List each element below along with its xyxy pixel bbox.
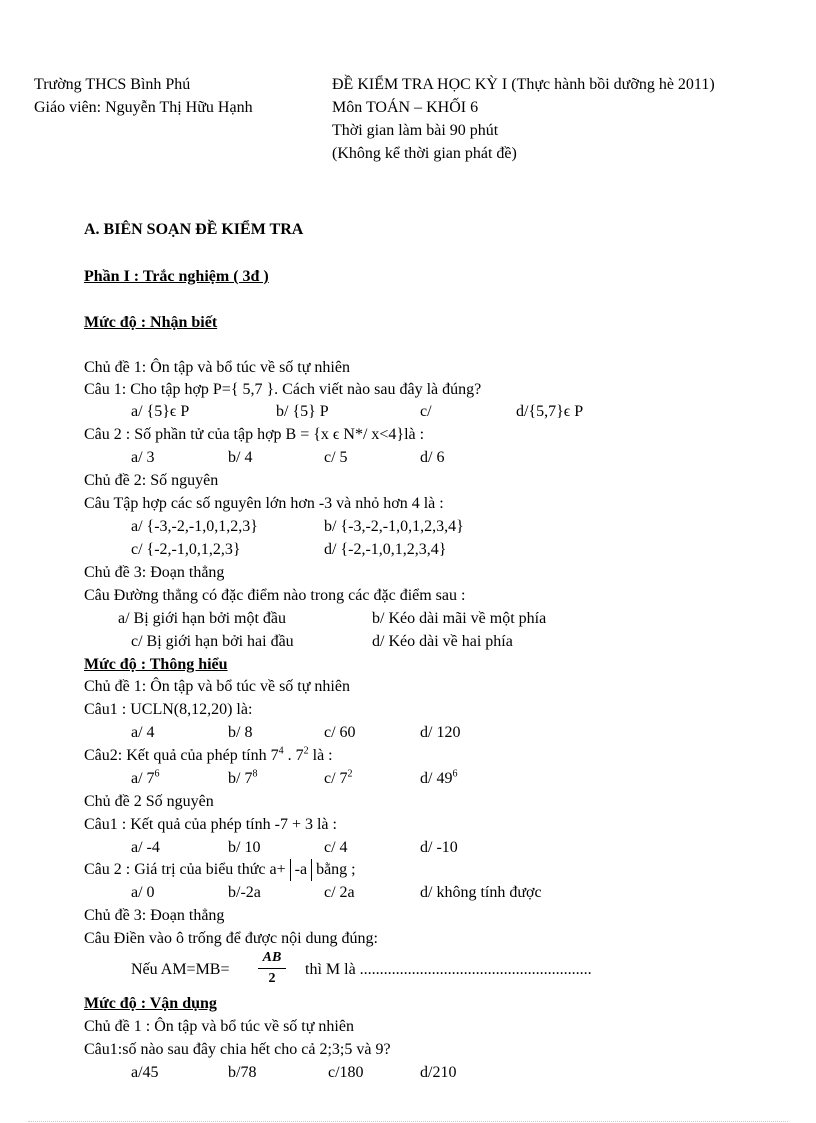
answer-option: a/ Bị giới hạn bởi một đầu <box>118 610 287 627</box>
answer-option: d/ -10 <box>420 839 458 856</box>
level-application-heading: Mức độ : Vận dụng <box>84 995 217 1012</box>
question-text <box>84 859 356 881</box>
answer-option: a/ {5}ϵ P <box>131 403 190 420</box>
exponent: 6 <box>154 768 160 780</box>
answer-option: b/ 8 <box>228 724 253 741</box>
exponent: 2 <box>347 768 353 780</box>
exponent: 6 <box>452 768 458 780</box>
answer-option: d/210 <box>420 1064 457 1081</box>
section-a-heading: A. BIÊN SOẠN ĐỀ KIỂM TRA <box>84 221 304 238</box>
topic-natural-numbers: Chủ đề 1: Ôn tập và bổ túc về số tự nhiên <box>84 359 350 376</box>
answer-option: b/ {5} P <box>276 403 329 420</box>
answer-option: c/ <box>420 403 432 420</box>
answer-option <box>228 768 257 790</box>
option-base: c/ 7 <box>324 770 348 787</box>
fill-in-blank: thì M là .......................................................... <box>305 961 592 978</box>
answer-option: b/ 10 <box>228 839 261 856</box>
question-text-content: Câu 2 : Số phần tử của tập hợp B = {x ϵ N*/ x<4}là : <box>84 426 425 443</box>
option-base: d/ 49 <box>420 770 453 787</box>
level-comprehension-heading: Mức độ : Thông hiểu <box>84 656 228 673</box>
option-base: a/ 7 <box>131 770 155 787</box>
option-base: b/ 7 <box>228 770 253 787</box>
answer-option: b/ {-3,-2,-1,0,1,2,3,4} <box>324 518 464 535</box>
answer-option: a/45 <box>131 1064 159 1081</box>
topic-natural-numbers: Chủ đề 1: Ôn tập và bổ túc về số tự nhiên <box>84 678 350 695</box>
answer-option: d/{5,7}ϵ P <box>516 403 584 420</box>
answer-option: a/ {-3,-2,-1,0,1,2,3} <box>131 518 258 535</box>
question-text: Câu Đường thẳng có đặc điểm nào trong các đặc điểm sau : <box>84 587 466 604</box>
topic-natural-numbers: Chủ đề 1 : Ôn tập và bổ túc về số tự nhiên <box>84 1018 354 1035</box>
answer-option: a/ 3 <box>131 449 155 466</box>
fraction-numerator: AB <box>258 950 286 969</box>
subject: Môn TOÁN – KHỐI 6 <box>332 99 479 116</box>
question-text: Câu Điền vào ô trống để được nội dung đúng: <box>84 930 378 947</box>
question-part: Câu 2 : Giá trị của biểu thức a+ <box>84 861 290 878</box>
answer-option: d/ 120 <box>420 724 461 741</box>
answer-option: c/ 4 <box>324 839 348 856</box>
answer-option <box>420 768 457 790</box>
answer-option: c/ 60 <box>324 724 356 741</box>
answer-option: b/ Kéo dài mãi về một phía <box>372 610 547 627</box>
answer-option: d/ không tính được <box>420 884 542 901</box>
exponent: 4 <box>278 745 284 757</box>
question-part: bằng ; <box>312 861 356 878</box>
teacher-name: Giáo viên: Nguyễn Thị Hữu Hạnh <box>34 99 253 116</box>
question-part: là : <box>308 747 333 764</box>
answer-option: b/78 <box>228 1064 257 1081</box>
answer-option: b/-2a <box>228 884 261 901</box>
question-text: Câu 1: Cho tập hợp P={ 5,7 }. Cách viết nào sau đây là đúng? <box>84 381 482 398</box>
answer-option: b/ 4 <box>228 449 253 466</box>
page-bottom-border <box>28 1121 788 1122</box>
answer-option <box>324 768 353 790</box>
answer-option: c/ 2a <box>324 884 355 901</box>
answer-option: c/ 5 <box>324 449 348 466</box>
exponent: 2 <box>303 745 309 757</box>
question-text: Câu1 : UCLN(8,12,20) là: <box>84 701 253 718</box>
duration: Thời gian làm bài 90 phút <box>332 122 499 139</box>
question-part: . 7 <box>283 747 304 764</box>
fraction-denominator: 2 <box>268 971 276 986</box>
level-recognition-heading: Mức độ : Nhận biết <box>84 314 218 331</box>
topic-line-segments: Chủ đề 3: Đoạn thẳng <box>84 907 225 924</box>
part-1-heading: Phần I : Trắc nghiệm ( 3đ ) <box>84 268 269 285</box>
answer-option: d/ 6 <box>420 449 445 466</box>
exam-title: ĐỀ KIỂM TRA HỌC KỲ I (Thực hành bồi dưỡng hè 2011) <box>332 76 715 93</box>
question-text <box>84 424 424 446</box>
question-text <box>84 745 333 767</box>
fill-in-prefix: Nếu AM=MB= <box>131 961 230 978</box>
exponent: 8 <box>252 768 258 780</box>
answer-option: d/ {-2,-1,0,1,2,3,4} <box>324 541 447 558</box>
answer-option: c/180 <box>328 1064 364 1081</box>
topic-line-segments: Chủ đề 3: Đoạn thẳng <box>84 564 225 581</box>
school-name: Trường THCS Bình Phú <box>34 76 191 93</box>
question-text: Câu1 : Kết quả của phép tính -7 + 3 là : <box>84 816 337 833</box>
answer-option: c/ {-2,-1,0,1,2,3} <box>131 541 241 558</box>
answer-option: a/ 4 <box>131 724 155 741</box>
absolute-value: -a <box>290 859 312 881</box>
answer-option: a/ -4 <box>131 839 160 856</box>
question-text: Câu Tập hợp các số nguyên lớn hơn -3 và nhỏ hơn 4 là : <box>84 495 444 512</box>
topic-integers: Chủ đề 2: Số nguyên <box>84 472 219 489</box>
question-text: Câu1:số nào sau đây chia hết cho cả 2;3;5 và 9? <box>84 1041 391 1058</box>
duration-note: (Không kể thời gian phát đề) <box>332 145 517 162</box>
answer-option <box>131 768 160 790</box>
answer-option: a/ 0 <box>131 884 155 901</box>
topic-integers: Chủ đề 2 Số nguyên <box>84 793 214 810</box>
answer-option: d/ Kéo dài về hai phía <box>372 633 513 650</box>
answer-option: c/ Bị giới hạn bởi hai đầu <box>131 633 294 650</box>
question-part: Câu2: Kết quả của phép tính 7 <box>84 747 279 764</box>
fraction-ab-over-2 <box>258 950 286 987</box>
